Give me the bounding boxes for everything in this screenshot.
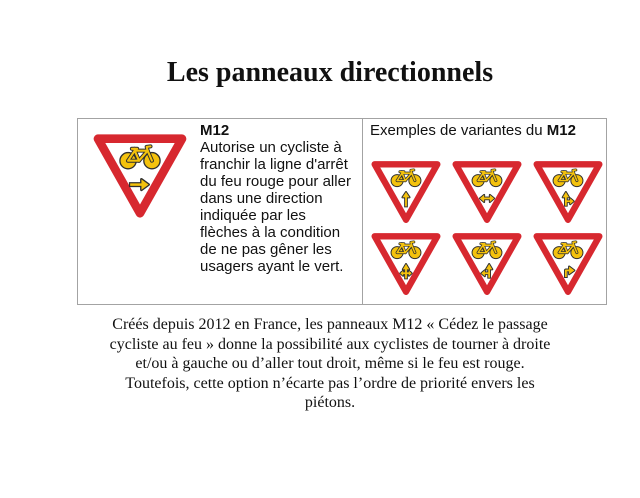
main-sign-code: M12 xyxy=(200,122,230,139)
m12-sign-arrow-straight-right-icon xyxy=(532,160,604,224)
caption-line: et/ou à gauche ou d’aller tout droit, même si le feu est rouge. xyxy=(135,355,525,372)
variants-header-text: Exemples de variantes du xyxy=(370,122,547,139)
variants-header-code: M12 xyxy=(546,122,576,139)
description-line: usagers ayant le vert. xyxy=(200,258,344,275)
description-line: flèches à la condition xyxy=(200,224,341,241)
caption-line: Créés depuis 2012 en France, les panneaux M12 « Cédez le passage xyxy=(112,316,548,333)
description-line: Autorise un cycliste à xyxy=(200,139,342,156)
table-divider xyxy=(362,119,363,304)
m12-sign-arrow-turn-right-icon xyxy=(532,232,604,296)
caption-line: cycliste au feu » donne la possibilité aux cyclistes de tourner à droite xyxy=(109,335,551,353)
description-line: franchir la ligne d'arrêt xyxy=(200,156,348,173)
signs-table xyxy=(77,118,607,305)
page-title: Les panneaux directionnels xyxy=(166,57,494,88)
m12-sign-arrow-left-straight-right-icon xyxy=(370,232,442,296)
caption-paragraph xyxy=(20,315,640,413)
m12-sign-arrow-left-right-icon xyxy=(451,160,523,224)
m12-sign-arrow-straight-icon xyxy=(370,160,442,224)
variants-header xyxy=(370,122,576,139)
description-line: du feu rouge pour aller xyxy=(200,173,351,190)
m12-sign-arrow-straight-left-icon xyxy=(451,232,523,296)
m12-sign-arrow-right-icon xyxy=(92,133,188,219)
caption-line: piétons. xyxy=(304,394,356,411)
caption-line: Toutefois, cette option n’écarte pas l’ordre de priorité envers les xyxy=(125,374,535,392)
description-line: de ne pas gêner les xyxy=(200,241,332,258)
description-line: indiquée par les xyxy=(200,207,306,224)
description-line: dans une direction xyxy=(200,190,323,207)
m12-description xyxy=(200,122,351,275)
